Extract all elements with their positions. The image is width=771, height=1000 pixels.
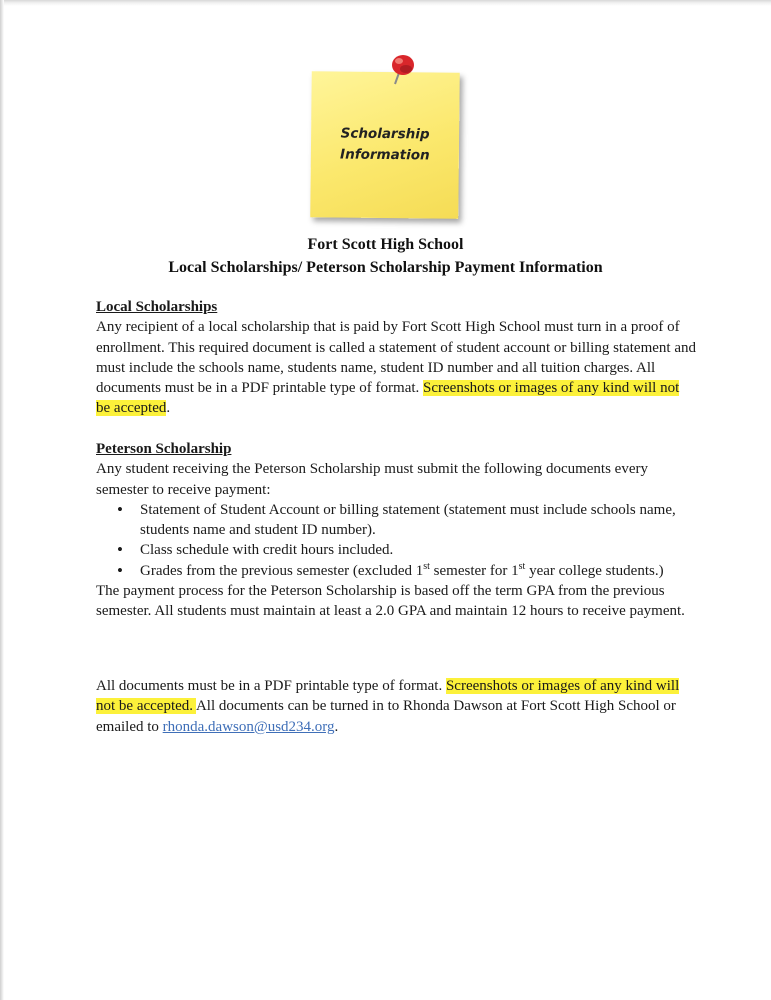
list-item-text: Statement of Student Account or billing statement (statement must include schools name, students name and student ID number).	[140, 501, 676, 539]
sticky-note	[310, 71, 460, 219]
page-left-edge	[0, 0, 4, 1000]
grades-text-a: Grades from the previous semester (excluded 1	[140, 562, 424, 579]
local-scholarships-heading: Local Scholarships	[96, 299, 218, 315]
page-subtitle: Local Scholarships/ Peterson Scholarship Payment Information	[168, 259, 603, 276]
grades-sup2: st	[518, 560, 526, 572]
peterson-intro: Any student receiving the Peterson Scholarship must submit the following documents every semester to receive payment:	[96, 461, 648, 498]
peterson-scholarship-heading: Peterson Scholarship	[96, 441, 232, 457]
push-pin-icon	[384, 52, 418, 88]
requirements-list	[96, 500, 696, 581]
grades-sup1: st	[423, 560, 430, 572]
email-link[interactable]: rhonda.dawson@usd234.org	[162, 718, 335, 735]
local-scholarships-body: Any recipient of a local scholarship that is paid by Fort Scott High School must turn in a proof of enrollment. This required document is called a statement of student account or billing statement and must include the schools name, students name, student ID number and all tuition charges. All documents must be in a PDF printable type of format.	[96, 319, 696, 397]
peterson-scholarship-section	[96, 439, 696, 622]
sticky-note-line1: Scholarship	[340, 125, 430, 143]
grades-text-b: semester for 1	[429, 562, 519, 579]
payment-process-text: The payment process for the Peterson Scholarship is based off the term GPA from the previous semester. All students must maintain at least a 2.0 GPA and maintain 12 hours to receive payment.	[96, 583, 685, 620]
local-period: .	[166, 400, 171, 417]
school-title: Fort Scott High School	[307, 236, 464, 253]
list-item	[96, 561, 696, 581]
closing-end: .	[334, 718, 339, 735]
list-item	[96, 500, 696, 541]
closing-post: All documents can be turned in to Rhonda Dawson at Fort Scott High School or emailed to	[96, 698, 676, 735]
list-item	[96, 540, 696, 560]
closing-pre: All documents must be in a PDF printable type of format.	[96, 678, 446, 694]
grades-text-c: year college students.)	[525, 562, 664, 579]
sticky-note-text	[311, 123, 459, 167]
sticky-note-line2: Information	[340, 146, 430, 164]
list-item-text: Class schedule with credit hours included.	[140, 542, 394, 559]
local-scholarships-section	[96, 297, 696, 419]
closing-warning-highlight: Screenshots or images of any kind will not be accepted.	[96, 678, 680, 715]
local-warning-highlight: Screenshots or images of any kind will not be accepted	[96, 380, 680, 417]
page-top-edge	[0, 0, 771, 6]
closing-paragraph	[96, 676, 696, 737]
